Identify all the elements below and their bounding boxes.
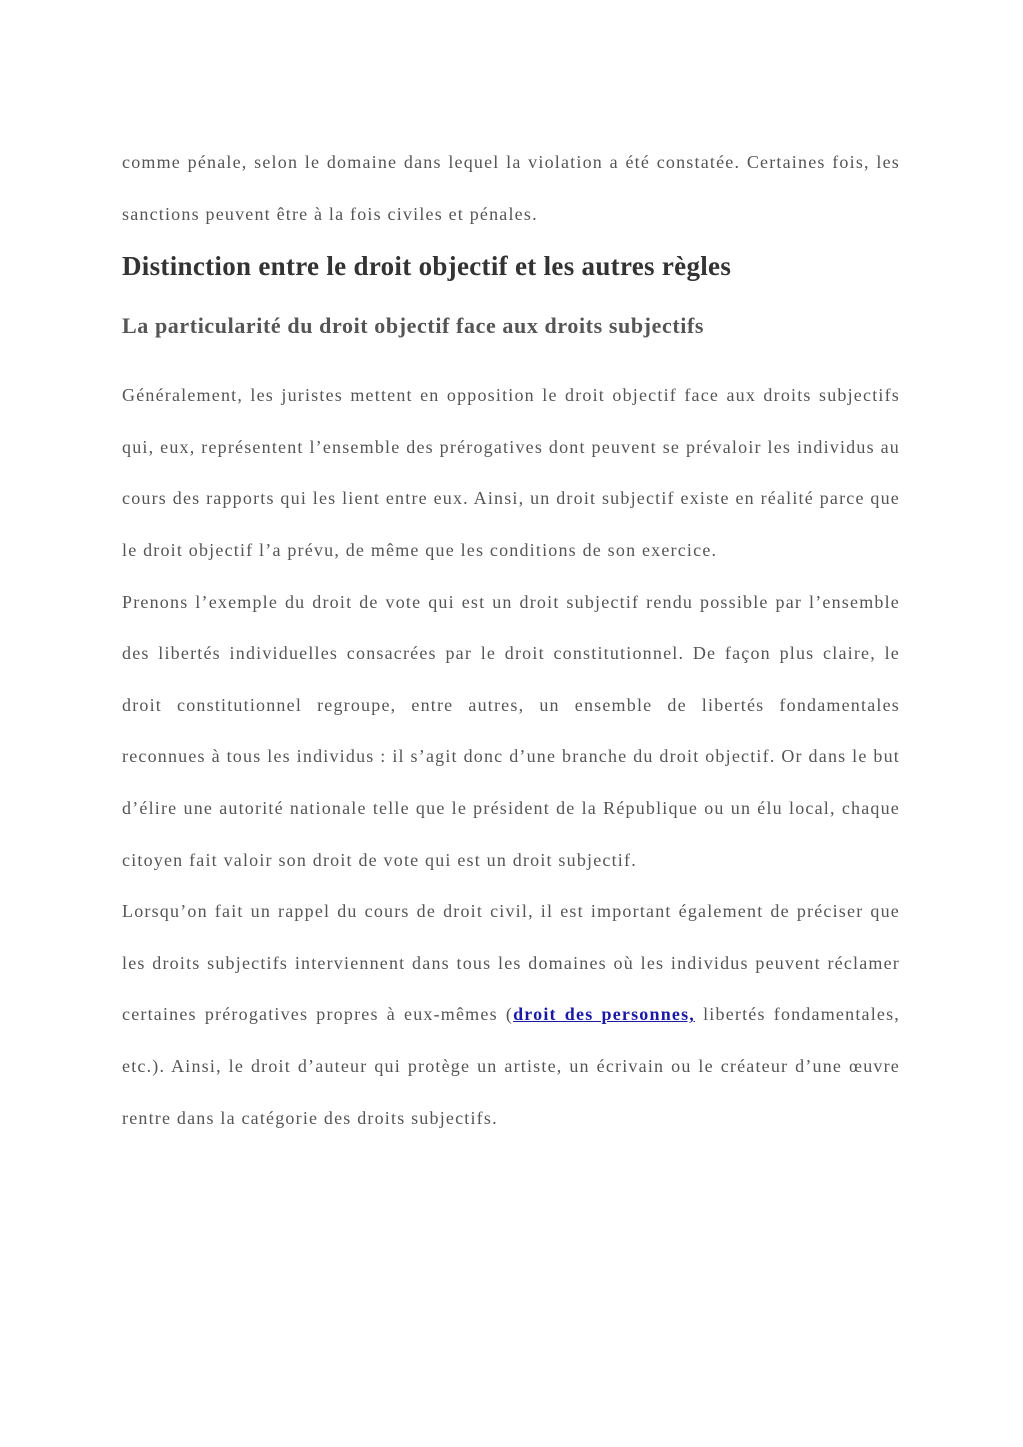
intro-paragraph: comme pénale, selon le domaine dans lequel la violation a été constatée. Certaines fois, les sanctions peuvent être à la fois civiles et pénales. — [122, 152, 900, 224]
paragraph-text-before-link: Lorsqu’on fait un rappel du cours de droit civil, il est important également de préciser que les droits subjectifs interviennent dans tous les domaines où les individus peuvent réclamer certaines prérogatives propres à eux-mêmes ( — [122, 901, 900, 1025]
section-subheading: La particularité du droit objectif face aux droits subjectifs — [122, 313, 705, 339]
paragraph-droits-subjectifs: Généralement, les juristes mettent en opposition le droit objectif face aux droits subjectifs qui, eux, représentent l’ensemble des prérogatives dont peuvent se prévaloir les individus au cours des rapports qui les lient entre eux. Ainsi, un droit subjectif existe en réalité parce que le droit objectif l’a prévu, de même que les conditions de son exercice. — [122, 385, 900, 560]
document-content — [122, 137, 900, 1144]
droit-des-personnes-link[interactable]: droit des personnes, — [513, 1004, 696, 1025]
section-heading: Distinction entre le droit objectif et les autres règles — [122, 251, 732, 282]
paragraph-droit-de-vote: Prenons l’exemple du droit de vote qui est un droit subjectif rendu possible par l’ensemble des libertés individuelles consacrées par le droit constitutionnel. De façon plus claire, le droit constitutionnel regroupe, entre autres, un ensemble de libertés fondamentales reconnues à tous les individus : il s’agit donc d’une branche du droit objectif. Or dans le but d’élire une autorité nationale telle que le président de la République ou un élu local, chaque citoyen fait valoir son droit de vote qui est un droit subjectif. — [122, 591, 900, 870]
paragraph-text-after-link: libertés fondamentales, etc.). Ainsi, le droit d’auteur qui protège un artiste, un écrivain ou le créateur d’une œuvre rentre dans la catégorie des droits subjectifs. — [122, 1004, 901, 1128]
paragraph-droit-civil — [122, 886, 900, 1144]
